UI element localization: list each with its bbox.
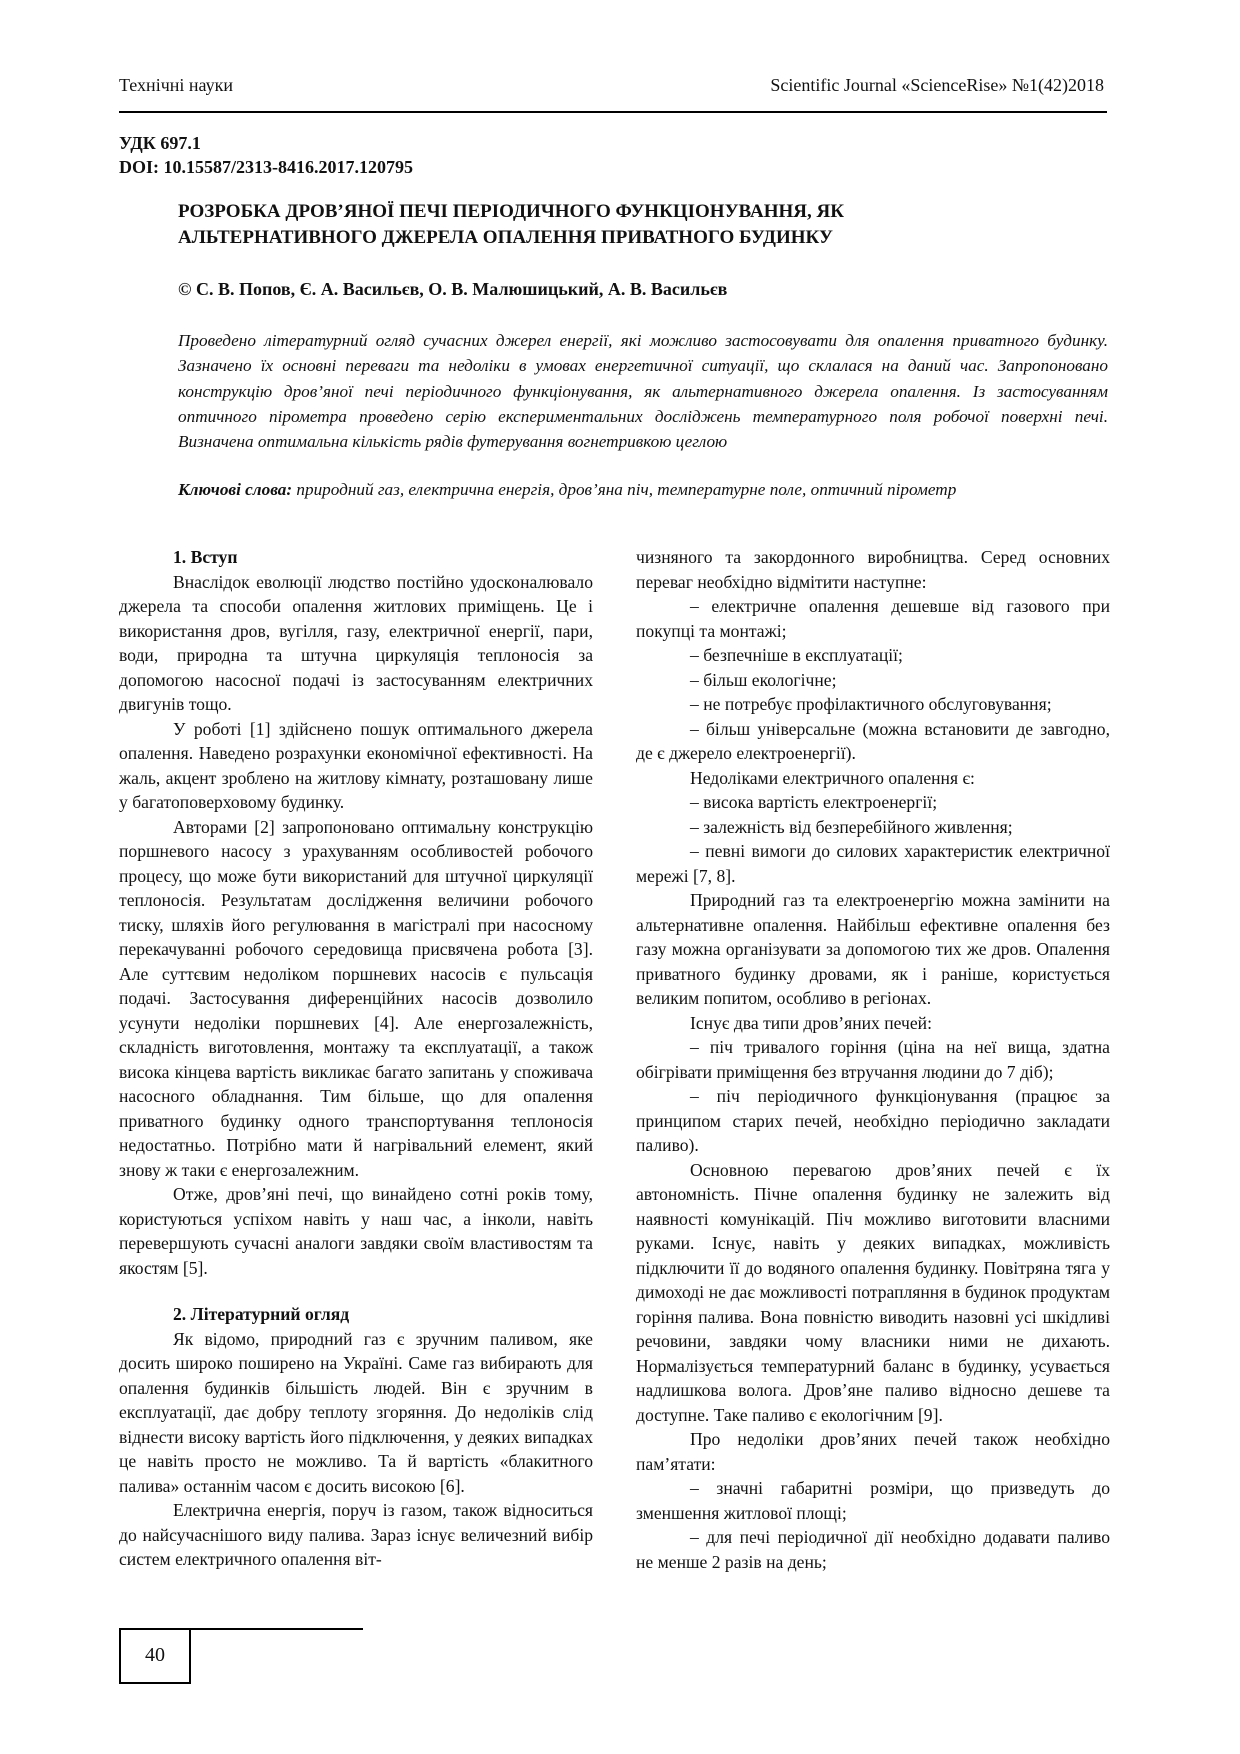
keywords-text: природний газ, електрична енергія, дров’яна піч, температурне поле, оптичний пірометр: [292, 480, 957, 499]
page-number: 40: [145, 1643, 165, 1666]
paragraph: Існує два типи дров’яних печей:: [690, 1012, 932, 1033]
list-item: – висока вартість електроенергії;: [690, 792, 938, 812]
list-item: – піч періодичного функціонування (працює за принципом старих печей, необхідно періодично закладати паливо).: [636, 1086, 1110, 1155]
article-title: РОЗРОБКА ДРОВ’ЯНОЇ ПЕЧІ ПЕРІОДИЧНОГО ФУНКЦІОНУВАННЯ, ЯК АЛЬТЕРНАТИВНОГО ДЖЕРЕЛА ОПАЛЕННЯ ПРИВАТНОГО БУДИНКУ: [178, 201, 844, 248]
article-authors: © С. В. Попов, Є. А. Васильєв, О. В. Малюшицький, А. В. Васильєв: [178, 279, 728, 299]
paragraph: Основною перевагою дров’яних печей є їх автономність. Пічне опалення будинку не залежить від наявності комунікацій. Піч можливо виготовити власними руками. Існує, навіть у деяких випадках, можливість підключити її до водяного опалення будинку. Повітряна тяга у димоході не дає можливості потрапляння в будинок продуктам горіння палива. Вона повністю виводить назовні усі шкідливі речовини, завдяки чому власники ними не дихають. Нормалізується температурний баланс в будинку, усувається надлишкова волога. Дров’яне паливо відносно дешеве та доступне. Таке паливо є екологічним [9].: [636, 1159, 1110, 1425]
section-heading-literature: 2. Літературний огляд: [173, 1304, 350, 1324]
list-item: – певні вимоги до силових характеристик електричної мережі [7, 8].: [636, 841, 1110, 886]
keywords: [178, 477, 1108, 502]
list-item: – більш універсальне (можна встановити де завгодно, де є джерело електроенергії).: [636, 718, 1110, 763]
list-item: – не потребує профілактичного обслуговування;: [690, 694, 1052, 714]
keywords-label: Ключові слова:: [178, 480, 293, 499]
section-spacer: [119, 1280, 593, 1302]
article-identifiers: [119, 131, 413, 179]
paragraph: У роботі [1] здійснено пошук оптимального джерела опалення. Наведено розрахунки економічної ефективності. На жаль, акцент зроблено на житлову кімнату, розташовану лише у багатоповерховому будинку.: [119, 718, 593, 812]
paragraph: Внаслідок еволюції людство постійно удосконалювало джерела та способи опалення житлових приміщень. Це і використання дров, вугілля, газу, електричної енергії, пари, води, природна та штучна циркуляція теплоносія за допомогою насосної подачі із застосуванням електричних двигунів тощо.: [119, 571, 593, 714]
running-header-journal: Scientific Journal «ScienceRise» №1(42)2018: [770, 75, 1104, 95]
paragraph: чизняного та закордонного виробництва. Серед основних переваг необхідно відмітити наступне:: [636, 547, 1110, 592]
paragraph: Електрична енергія, поруч із газом, також відноситься до найсучаснішого виду палива. Зараз існує величезний вибір систем електричного опалення віт-: [119, 1500, 593, 1569]
list-item: – залежність від безперебійного живлення;: [690, 816, 1013, 837]
paragraph: Недоліками електричного опалення є:: [690, 767, 975, 788]
left-column: [119, 545, 593, 1572]
paragraph: Авторами [2] запропоновано оптимальну конструкцію поршневого насосу з урахуванням особливостей робочого процесу, що може бути використаний для штучної циркуляції теплоносія. Результатам дослідження величини робочого тиску, шляхів його регулювання в магістралі при насосному перекачуванні робочого середовища присвячена робота [3]. Але суттєвим недоліком поршневих насосів є пульсація подачі. Застосування диференційних насосів дозволило усунути недоліки поршневих [4]. Але енергозалежність, складність виготовлення, монтажу та експлуатації, а також висока кінцева вартість викликає багато запитань у споживача насосного обладнання. Тим більше, що для опалення приватного будинку одного транспортування теплоносія недостатньо. Потрібно мати й нагрівальний елемент, який знову ж таки є енергозалежним.: [119, 816, 593, 1180]
list-item: – піч тривалого горіння (ціна на неї вища, здатна обігрівати приміщення без втручання людини до 7 діб);: [636, 1037, 1110, 1082]
page-number-box: [119, 1628, 191, 1684]
list-item: – для печі періодичної дії необхідно додавати паливо не менше 2 разів на день;: [636, 1527, 1110, 1572]
list-item: – електричне опалення дешевше від газового при покупці та монтажі;: [636, 596, 1110, 641]
doi: DOI: 10.15587/2313-8416.2017.120795: [119, 157, 413, 177]
paragraph: Отже, дров’яні печі, що винайдено сотні років тому, користуються успіхом навіть у наш час, а інколи, навіть перевершують сучасні аналоги завдяки своїм властивостям та якостям [5].: [119, 1184, 593, 1278]
section-heading-intro: 1. Вступ: [173, 547, 238, 567]
header-divider: [119, 111, 1107, 113]
abstract: Проведено літературний огляд сучасних джерел енергії, які можливо застосовувати для опалення приватного будинку. Зазначено їх основні переваги та недоліки в умовах енергетичної ситуації, що склалася на даний час. Запропоновано конструкцію дров’яної печі періодичного функціонування, як альтернативного джерела опалення. Із застосуванням оптичного пірометра проведено серію експериментальних досліджень температурного поля робочої поверхні печі. Визначена оптимальна кількість рядів футерування вогнетривкою цеглою: [178, 331, 1108, 452]
list-item: – безпечніше в експлуатації;: [690, 645, 903, 665]
paragraph: Про недоліки дров’яних печей також необхідно пам’ятати:: [636, 1429, 1110, 1474]
running-header-section: Технічні науки: [119, 75, 233, 95]
udk-code: УДК 697.1: [119, 133, 201, 153]
paragraph: Природний газ та електроенергію можна замінити на альтернативне опалення. Найбільш ефективне опалення без газу можна організувати за допомогою тих же дров. Опалення приватного будинку дровами, як і раніше, користується великим попитом, особливо в регіонах.: [636, 890, 1110, 1008]
list-item: – значні габаритні розміри, що призведуть до зменшення житлової площі;: [636, 1478, 1110, 1523]
paragraph: Як відомо, природний газ є зручним паливом, яке досить широко поширено на Україні. Саме газ вибирають для опалення будинків більшість людей. Він є зручним в експлуатації, дає добру теплоту згоряння. До недоліків слід віднести високу вартість його підключення, у деяких випадках це навіть просто не можливо. Та й вартість «блакитного палива» останнім часом є досить високою [6].: [119, 1328, 593, 1496]
right-column: [636, 545, 1110, 1574]
list-item: – більш екологічне;: [690, 669, 837, 690]
